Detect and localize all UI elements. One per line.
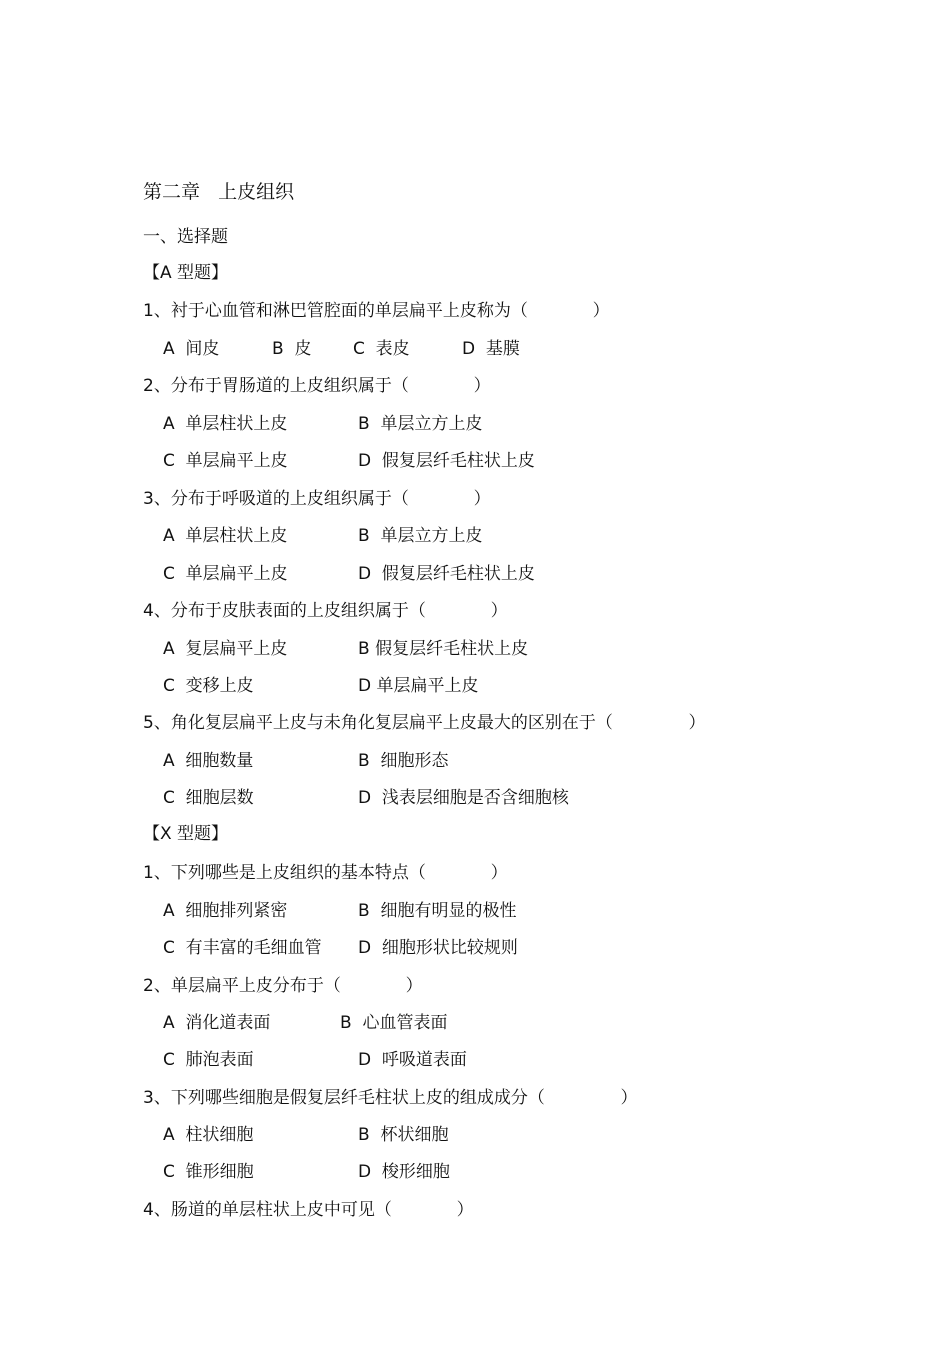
option-a3-d: D 假复层纤毛柱状上皮 [358, 564, 535, 584]
option-a4-a: A 复层扁平上皮 [163, 639, 288, 659]
option-a1-d: D 基膜 [462, 339, 520, 359]
option-a2-b: B 单层立方上皮 [358, 414, 483, 434]
question-a4: 4、分布于皮肤表面的上皮组织属于（ ） [143, 601, 508, 621]
option-a3-b: B 单层立方上皮 [358, 526, 483, 546]
question-x4: 4、肠道的单层柱状上皮中可见（ ） [143, 1200, 474, 1220]
option-a4-d: D 单层扁平上皮 [358, 676, 479, 696]
option-x1-c: C 有丰富的毛细血管 [163, 938, 322, 958]
option-a3-a: A 单层柱状上皮 [163, 526, 288, 546]
option-a5-c: C 细胞层数 [163, 788, 254, 808]
option-a1-a: A 间皮 [163, 339, 220, 359]
question-a3: 3、分布于呼吸道的上皮组织属于（ ） [143, 489, 491, 509]
option-x3-b: B 杯状细胞 [358, 1125, 449, 1145]
option-a1-c: C 表皮 [353, 339, 410, 359]
option-a3-c: C 单层扁平上皮 [163, 564, 288, 584]
option-a5-d: D 浅表层细胞是否含细胞核 [358, 788, 569, 808]
option-x3-a: A 柱状细胞 [163, 1125, 254, 1145]
option-a2-a: A 单层柱状上皮 [163, 414, 288, 434]
chapter-title: 第二章 上皮组织 [143, 181, 295, 203]
option-x2-a: A 消化道表面 [163, 1013, 271, 1033]
question-a2: 2、分布于胃肠道的上皮组织属于（ ） [143, 376, 491, 396]
option-x2-b: B 心血管表面 [340, 1013, 448, 1033]
option-a2-d: D 假复层纤毛柱状上皮 [358, 451, 535, 471]
option-x2-d: D 呼吸道表面 [358, 1050, 467, 1070]
option-a1-b: B 皮 [272, 339, 312, 359]
option-a5-b: B 细胞形态 [358, 751, 449, 771]
option-x3-d: D 梭形细胞 [358, 1162, 450, 1182]
option-a5-a: A 细胞数量 [163, 751, 254, 771]
question-x3: 3、下列哪些细胞是假复层纤毛柱状上皮的组成成分（ ） [143, 1088, 638, 1108]
option-a4-b: B 假复层纤毛柱状上皮 [358, 639, 529, 659]
option-x2-c: C 肺泡表面 [163, 1050, 254, 1070]
part-a-label: 【A 型题】 [143, 263, 229, 283]
section-title: 一、选择题 [143, 227, 228, 247]
option-x1-b: B 细胞有明显的极性 [358, 901, 517, 921]
option-a4-c: C 变移上皮 [163, 676, 254, 696]
option-x3-c: C 锥形细胞 [163, 1162, 254, 1182]
option-x1-a: A 细胞排列紧密 [163, 901, 288, 921]
question-x1: 1、下列哪些是上皮组织的基本特点（ ） [143, 863, 508, 883]
question-a1: 1、衬于心血管和淋巴管腔面的单层扁平上皮称为（ ） [143, 301, 610, 321]
option-a2-c: C 单层扁平上皮 [163, 451, 288, 471]
part-x-label: 【X 型题】 [143, 824, 229, 844]
option-x1-d: D 细胞形状比较规则 [358, 938, 518, 958]
question-x2: 2、单层扁平上皮分布于（ ） [143, 976, 423, 996]
question-a5: 5、角化复层扁平上皮与未角化复层扁平上皮最大的区别在于（ ） [143, 713, 706, 733]
